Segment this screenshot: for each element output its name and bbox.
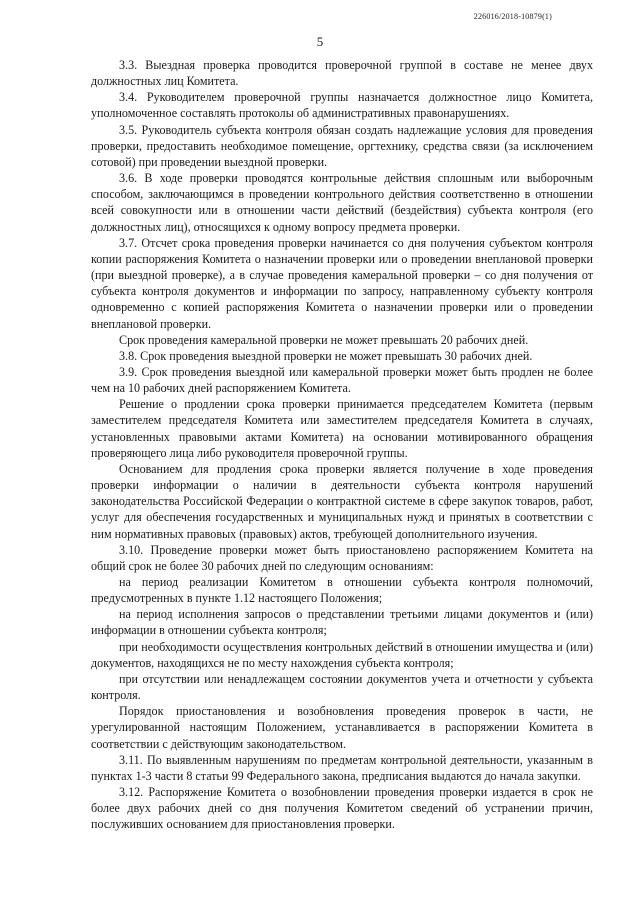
paragraph-3-4: 3.4. Руководителем проверочной группы назначается должностное лицо Комитета, уполномоченное составлять протоколы об административных правонарушениях. — [91, 90, 593, 121]
paragraph-3-7: 3.7. Отсчет срока проведения проверки начинается со дня получения субъектом контроля копии распоряжения Комитета о назначении проверки или о проведении внеплановой проверки (при выездной проверке), а в случае проведения камеральной проверки – со дня получения от субъекта контроля документов и информации по запросу, направленному субъекту контроля одновременно с копией распоряжения Комитета о назначении проверки или о проведении внеплановой проверки. — [91, 235, 593, 331]
paragraph-suspension-ground-1: на период реализации Комитетом в отношении субъекта контроля полномочий, предусмотренных в пункте 1.12 настоящего Положения; — [91, 575, 593, 606]
paragraph-3-5: 3.5. Руководитель субъекта контроля обязан создать надлежащие условия для проведения проверки, предоставить необходимое помещение, оргтехнику, средства связи (за исключением сотовой) при проведении выездной проверки. — [91, 122, 593, 169]
page-number: 5 — [316, 34, 324, 49]
paragraph-3-9: 3.9. Срок проведения выездной или камеральной проверки может быть продлен не более чем на 10 рабочих дней распоряжением Комитета. — [91, 364, 593, 396]
paragraph-3-11: 3.11. По выявленным нарушениям по предметам контрольной деятельности, указанным в пунктах 1-3 части 8 статьи 99 Федерального закона, предписания выдаются до начала закупки. — [91, 752, 593, 783]
paragraph-suspension-ground-2: на период исполнения запросов о представлении третьими лицами документов и (или) информации в отношении субъекта контроля; — [91, 607, 593, 638]
paragraph-3-12: 3.12. Распоряжение Комитета о возобновлении проведения проверки издается в срок не более двух рабочих дней со дня получения Комитетом сведений об устранении причин, послуживших основанием для приостановления проверки. — [91, 785, 593, 832]
paragraph-extension-grounds: Основанием для продления срока проверки является получение в ходе проведения проверки информации о наличии в деятельности субъекта контроля нарушений законодательства Российской Федерации о контрактной системе в сфере закупок товаров, работ, услуг для обеспечения государственных и муниципальных нужд и принятых в соответствии с ним нормативных правовых (правовых) актов, требующей дополнительного изучения. — [91, 461, 593, 541]
document-registration-number: 226016/2018-10879(1) — [473, 12, 552, 21]
paragraph-desk-audit-term: Срок проведения камеральной проверки не может превышать 20 рабочих дней. — [119, 332, 529, 347]
paragraph-suspension-ground-4: при отсутствии или ненадлежащем состоянии документов учета и отчетности у субъекта контроля. — [91, 671, 593, 703]
paragraph-extension-decision: Решение о продлении срока проверки принимается председателем Комитета (первым заместителем председателя Комитета или заместителем председателя Комитета в случаях, установленных правовыми актами Комитета) на основании мотивированного обращения проверяющего лица либо руководителя проверочной группы. — [91, 397, 593, 460]
paragraph-3-6: 3.6. В ходе проверки проводятся контрольные действия сплошным или выборочным способом, заключающимся в проведении контрольного действия соответственно в отношении всей совокупности или в отношении части действий (бездействия) субъекта контроля (его должностных лиц), относящихся к одному вопросу предмета проверки. — [91, 171, 593, 234]
paragraph-suspension-ground-3: при необходимости осуществления контрольных действий в отношении имущества и (или) документов, находящихся не по месту нахождения субъекта контроля; — [91, 639, 593, 670]
document-body — [91, 57, 593, 833]
paragraph-3-10: 3.10. Проведение проверки может быть приостановлено распоряжением Комитета на общий срок не более 30 рабочих дней по следующим основаниям: — [91, 542, 593, 573]
paragraph-suspension-procedure: Порядок приостановления и возобновления проведения проверок в части, не урегулированной настоящим Положением, устанавливается в распоряжении Комитета в соответствии с действующим законодательством. — [91, 704, 593, 751]
paragraph-3-3: 3.3. Выездная проверка проводится проверочной группой в составе не менее двух должностных лиц Комитета. — [91, 58, 593, 89]
paragraph-3-8: 3.8. Срок проведения выездной проверки не может превышать 30 рабочих дней. — [119, 348, 533, 363]
